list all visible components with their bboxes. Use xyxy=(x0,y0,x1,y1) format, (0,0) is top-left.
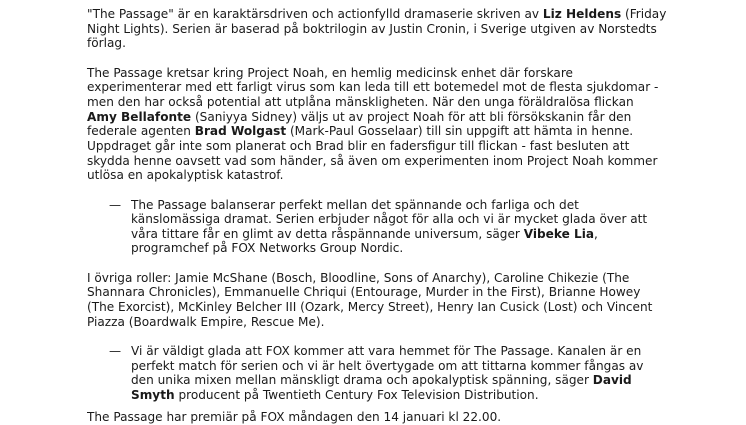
quote-vibeke-lia xyxy=(87,198,667,257)
plot-text-start: The Passage kretsar kring Project Noah, en hemlig medicinsk enhet där forskare experimenterar med ett farligt virus som kan leda till ett botemedel mot de flesta sjukdomar - men den har också potential att utplåna mänskligheten. När den unga föräldralösa flickan xyxy=(87,65,659,109)
quote-text xyxy=(131,344,667,403)
cast-paragraph: I övriga roller: Jamie McShane (Bosch, Bloodline, Sons of Anarchy), Caroline Chikezie (The Shannara Chronicles), Emmanuelle Chriqui (Entourage, Murder in the First), Brianne Howey (The Exorcist), McKinley Belcher III (Ozark, Mercy Street), Henry Ian Cusick (Lost) och Vincent Piazza (Boardwalk Empire, Rescue Me). xyxy=(87,270,653,329)
quote-speaker-title: producent på Twentieth Century Fox Television Distribution. xyxy=(174,388,539,402)
character-brad: Brad Wolgast xyxy=(194,124,287,139)
quote-body: The Passage balanserar perfekt mellan det spännande och farliga och det känslomässiga dramat. Serien erbjuder något för alla och vi är mycket glada över att våra tittare får en glimt av detta råspännande universum, säger xyxy=(131,197,648,241)
quote-speaker-title: , programchef på FOX Networks Group Nordic. xyxy=(131,226,598,256)
plot-text-end: (Mark-Paul Gosselaar) till sin uppgift att hämta in henne. Uppdraget går inte som planerat och Brad blir en fadersfigur till flickan - fast besluten att skydda henne oavsett vad som händer, så även om experimenten inom Project Noah kommer utlösa en apokalyptisk katastrof. xyxy=(87,124,658,183)
quote-dash: — xyxy=(109,344,122,359)
intro-text-start: "The Passage" är en karaktärsdriven och actionfylld dramaserie skriven av xyxy=(87,7,543,21)
writer-name: Liz Heldens xyxy=(542,7,622,21)
intro-text-end: (Friday Night Lights). Serien är baserad på boktrilogin av Justin Cronin, i Sverige utgiven av Norstedts förlag. xyxy=(87,7,667,51)
intro-paragraph xyxy=(87,7,667,51)
quote-text xyxy=(131,198,667,257)
plot-text-middle: (Saniyya Sidney) väljs ut av project Noah för att bli försökskanin får den federale agenten xyxy=(87,109,632,139)
quote-speaker: Vibeke Lia xyxy=(523,226,595,241)
quote-david-smyth xyxy=(87,344,667,403)
press-release-body xyxy=(87,7,667,403)
quote-body: Vi är väldigt glada att FOX kommer att vara hemmet för The Passage. Kanalen är en perfekt match för serien och vi är helt övertygade om att tittarna kommer fångas av den unika mixen mellan mänskligt drama och apokalyptisk spänning, säger xyxy=(131,344,644,388)
premiere-line-cutoff: The Passage har premiär på FOX måndagen den 14 januari kl 22.00. xyxy=(87,410,502,424)
quote-dash: — xyxy=(109,197,122,212)
quote-speaker: David Smyth xyxy=(131,373,632,402)
plot-paragraph xyxy=(87,66,667,183)
character-amy: Amy Bellafonte xyxy=(87,109,192,124)
